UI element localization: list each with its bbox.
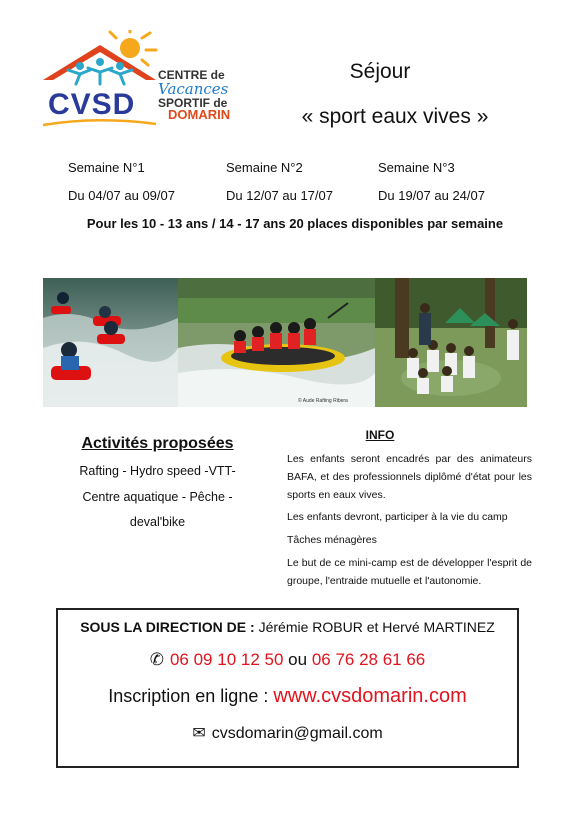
info-paragraph-3: Tâches ménagères: [287, 534, 377, 546]
logo-line-4: DOMARIN: [168, 107, 231, 122]
email-address[interactable]: cvsdomarin@gmail.com: [211, 725, 383, 742]
info-paragraph-2: Les enfants devront, participer à la vie du camp: [287, 511, 508, 523]
rafting-photo: [178, 278, 375, 407]
week-3-dates: Du 19/07 au 24/07: [378, 188, 485, 203]
page-title: Séjour: [349, 60, 411, 83]
info-paragraph-4: Le but de ce mini-camp est de développer l'esprit de groupe, l'entraide mutuelle et l'autonomie.: [287, 557, 532, 587]
logo-line-2: Vacances: [158, 80, 229, 98]
phone-icon: ✆: [149, 650, 164, 669]
activities-title: Activités proposées: [81, 435, 234, 452]
camp-group-photo: [375, 278, 527, 407]
hydrospeed-photo: [43, 278, 178, 407]
week-3-label: Semaine N°3: [378, 160, 455, 175]
logo-line-3: SPORTIF de: [158, 96, 228, 110]
logo-acronym: CVSD: [48, 88, 136, 121]
web-label: Inscription en ligne :: [108, 686, 269, 706]
page-subtitle: « sport eaux vives »: [301, 105, 489, 128]
phone-number-1[interactable]: 06 09 10 12 50: [169, 650, 284, 669]
week-1-dates: Du 04/07 au 09/07: [68, 188, 175, 203]
web-line: [58, 685, 517, 708]
contact-box: [56, 608, 519, 768]
direction-names: Jérémie ROBUR et Hervé MARTINEZ: [258, 619, 495, 635]
rafting-photo-credit: © Aude Rafting Ribera: [298, 398, 348, 404]
logo-line-1: CENTRE de: [158, 68, 225, 82]
week-1-label: Semaine N°1: [68, 160, 145, 175]
rafting-photo-icon: [178, 278, 375, 407]
phone-line: [58, 650, 517, 670]
website-link[interactable]: www.cvsdomarin.com: [273, 685, 467, 707]
info-title: INFO: [365, 428, 395, 442]
mail-icon: ✉: [192, 725, 206, 742]
phone-separator: ou: [288, 650, 308, 669]
direction-line: [58, 619, 517, 635]
activity-line-3: deval'bike: [129, 515, 186, 529]
hydrospeed-photo-icon: [43, 278, 178, 407]
week-2-dates: Du 12/07 au 17/07: [226, 188, 333, 203]
age-groups-line: Pour les 10 - 13 ans / 14 - 17 ans 20 places disponibles par semaine: [86, 216, 504, 231]
activity-line-2: Centre aquatique - Pêche -: [82, 490, 233, 504]
email-line: [58, 723, 517, 743]
cvsd-logo: [38, 30, 248, 130]
phone-number-2[interactable]: 06 76 28 61 66: [311, 650, 426, 669]
camp-group-photo-icon: [375, 278, 527, 407]
activity-line-1: Rafting - Hydro speed -VTT-: [79, 464, 236, 478]
week-2-label: Semaine N°2: [226, 160, 303, 175]
info-paragraph-1: Les enfants seront encadrés par des animateurs BAFA, et des professionnels diplômé d'état pour les sports en eaux vives.: [287, 453, 532, 501]
direction-label: SOUS LA DIRECTION DE :: [80, 619, 255, 635]
